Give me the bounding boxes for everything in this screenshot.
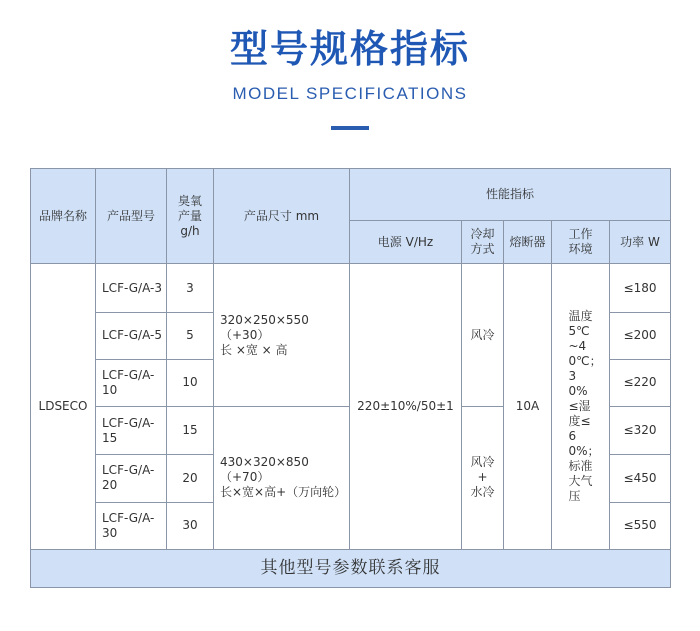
model-cell: LCF-G/A-15 [96, 407, 167, 455]
size-cell-group-1 [214, 264, 350, 407]
brand-cell: LDSECO [31, 264, 96, 549]
title-underline [331, 126, 369, 130]
model-cell: LCF-G/A-10 [96, 359, 167, 406]
ozone-cell: 30 [167, 502, 214, 549]
size-dimensions: 320×250×550（+30） [220, 312, 309, 342]
cooling-plus: + [477, 470, 488, 485]
power-supply-cell: 220±10%/50±1 [350, 264, 462, 549]
fuse-cell: 10A [504, 264, 552, 549]
model-cell: LCF-G/A-20 [96, 455, 167, 502]
cooling-air: 风冷 [470, 455, 495, 470]
power-cell: ≤320 [610, 407, 671, 455]
power-cell: ≤180 [610, 264, 671, 312]
header-model: 产品型号 [96, 169, 167, 264]
header-size: 产品尺寸 mm [214, 169, 350, 264]
environment-cell: 温度5℃~40℃；30%≤湿度≤60%；标准大气压 [552, 264, 610, 549]
header-brand: 品牌名称 [31, 169, 96, 264]
contact-service-note: 其他型号参数联系客服 [31, 549, 671, 587]
ozone-cell: 3 [167, 264, 214, 312]
size-axes: 长 ×宽 × 高 [220, 342, 288, 357]
ozone-cell: 5 [167, 312, 214, 359]
page-subtitle: MODEL SPECIFICATIONS [232, 84, 468, 103]
size-axes: 长×宽×高+（万向轮） [220, 485, 347, 500]
header-ozone: 臭氧产量g/h [167, 169, 214, 264]
cooling-water: 水冷 [470, 485, 495, 500]
model-cell: LCF-G/A-3 [96, 264, 167, 312]
header-row-1 [31, 169, 671, 221]
header-environment: 工作环境 [552, 221, 610, 264]
footer-row [31, 549, 671, 587]
header-power-supply: 电源 V/Hz [350, 221, 462, 264]
model-cell: LCF-G/A-30 [96, 502, 167, 549]
ozone-cell: 20 [167, 455, 214, 502]
size-dimensions: 430×320×850（+70） [220, 455, 309, 485]
power-cell: ≤550 [610, 502, 671, 549]
model-cell: LCF-G/A-5 [96, 312, 167, 359]
ozone-cell: 10 [167, 359, 214, 406]
power-cell: ≤450 [610, 455, 671, 502]
power-cell: ≤220 [610, 359, 671, 406]
header-cooling: 冷却方式 [462, 221, 504, 264]
header-power: 功率 W [610, 221, 671, 264]
table-row [31, 264, 671, 312]
header-fuse: 熔断器 [504, 221, 552, 264]
specifications-table [30, 168, 671, 588]
cooling-cell-group-2 [462, 407, 504, 550]
ozone-cell: 15 [167, 407, 214, 455]
size-cell-group-2 [214, 407, 350, 550]
cooling-cell-group-1: 风冷 [462, 264, 504, 407]
power-cell: ≤200 [610, 312, 671, 359]
page-title: 型号规格指标 [229, 27, 470, 71]
header-performance: 性能指标 [350, 169, 671, 221]
